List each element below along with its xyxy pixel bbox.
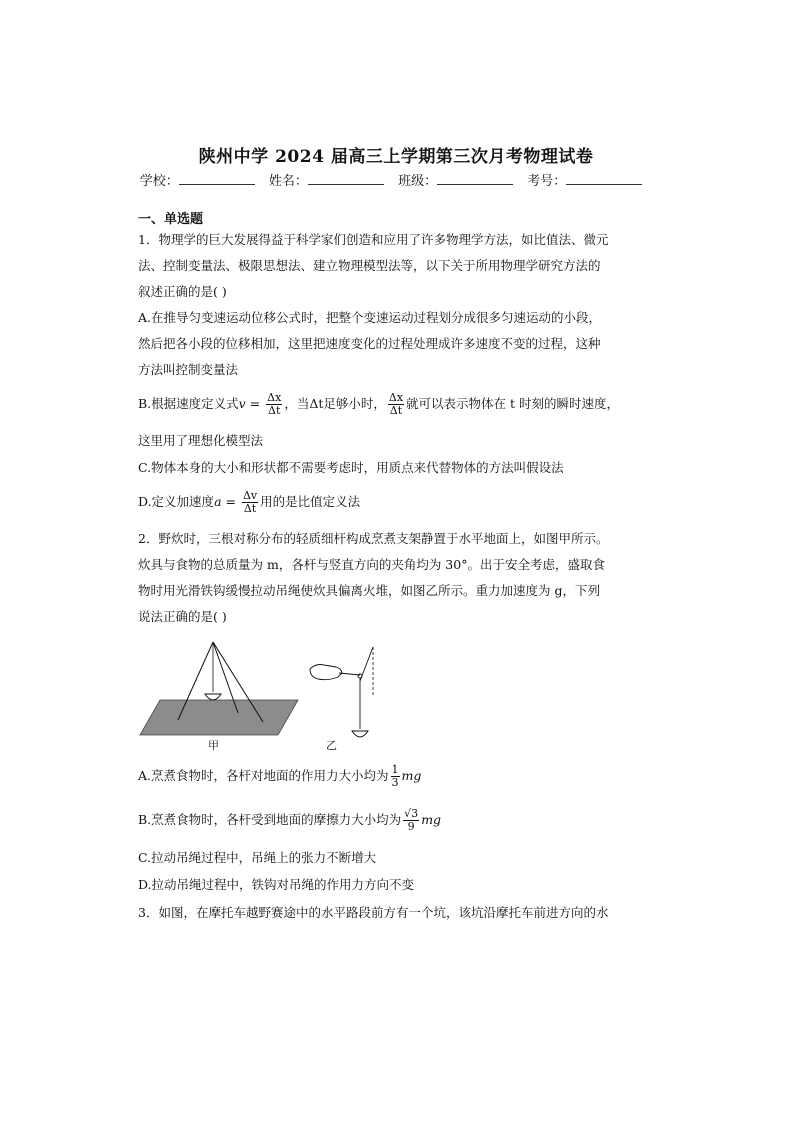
q1-option-a-line1: A.在推导匀变速运动位移公式时，把整个变速运动过程划分成很多匀速运动的小段， <box>138 310 602 325</box>
q2-stem-line1: 2．野炊时，三根对称分布的轻质细杆构成烹煮支架静置于水平地面上，如图甲所示。 <box>138 531 609 546</box>
q2-option-a: A.烹煮食物时，各杆对地面的作用力大小均为 $\frac{1}{3}$ mg <box>138 763 422 789</box>
q1-stem-line2: 法、控制变量法、极限思想法、建立物理模型法等，以下关于所用物理学研究方法的 <box>138 258 601 273</box>
exam-number-blank <box>566 172 642 185</box>
class-blank <box>437 172 513 185</box>
fraction: $\frac{\Delta v}{\Delta t}$ <box>242 489 258 515</box>
figure-label-b: 乙 <box>326 739 337 752</box>
school-blank <box>179 172 255 185</box>
page-title: 陕州中学 2024 届高三上学期第三次月考物理试卷 <box>198 147 594 167</box>
exam-number-label: 考号： <box>527 174 567 189</box>
q1-option-d: D.定义加速度a = $\frac{\Delta v}{\Delta t}$ 用的是比值定义法 <box>138 489 361 515</box>
fraction: $\frac{\Delta x}{\Delta t}$ <box>388 391 404 417</box>
fraction: $\frac{√3}{9}$ <box>404 807 419 833</box>
q2-stem-line3: 物时用光滑铁钩缓慢拉动吊绳使炊具偏离火堆，如图乙所示。重力加速度为 g，下列 <box>138 583 600 598</box>
q1-option-a-line3: 方法叫控制变量法 <box>138 362 239 377</box>
q3-stem-line1: 3．如图，在摩托车越野赛途中的水平路段前方有一个坑，该坑沿摩托车前进方向的水 <box>138 905 609 920</box>
student-info-line <box>0 170 792 189</box>
name-blank <box>308 172 384 185</box>
q1-option-c: C.物体本身的大小和形状都不需要考虑时，用质点来代替物体的方法叫假设法 <box>138 460 564 475</box>
q2-option-d: D.拉动吊绳过程中，铁钩对吊绳的作用力方向不变 <box>138 877 415 892</box>
name-label: 姓名： <box>268 174 308 189</box>
q1-option-a-line2: 然后把各小段的位移相加，这里把速度变化的过程处理成许多速度不变的过程，这种 <box>138 336 601 351</box>
q2-option-b: B.烹煮食物时，各杆受到地面的摩擦力大小均为 $\frac{√3}{9}$ mg <box>138 807 442 833</box>
q1-option-b-line1: B.根据速度定义式v = $\frac{\Delta x}{\Delta t}$ ，当Δt足够小时， $\frac{\Delta x}{\Delta t}$ 就可以表示物体在 t 时刻的瞬时速度， <box>138 391 620 417</box>
school-label: 学校： <box>139 174 179 189</box>
fraction: $\frac{\Delta x}{\Delta t}$ <box>267 391 282 417</box>
q2-stem-line4: 说法正确的是( ) <box>138 609 227 624</box>
figure-label-a: 甲 <box>208 739 219 752</box>
q1-stem-line1: 1．物理学的巨大发展得益于科学家们创造和应用了许多物理学方法，如比值法、微元 <box>138 232 609 247</box>
hook-figure <box>305 645 385 745</box>
section-heading: 一、单选题 <box>138 212 204 227</box>
class-label: 班级： <box>398 174 438 189</box>
fraction: $\frac{1}{3}$ <box>391 763 399 789</box>
q1-stem-line3: 叙述正确的是( ) <box>138 284 227 299</box>
q2-option-c: C.拉动吊绳过程中，吊绳上的张力不断增大 <box>138 850 377 865</box>
q2-stem-line2: 炊具与食物的总质量为 m，各杆与竖直方向的夹角均为 30°。出于安全考虑，盛取食 <box>138 557 605 572</box>
tripod-figure <box>138 640 303 740</box>
q1-option-b-line2: 这里用了理想化模型法 <box>138 433 264 448</box>
